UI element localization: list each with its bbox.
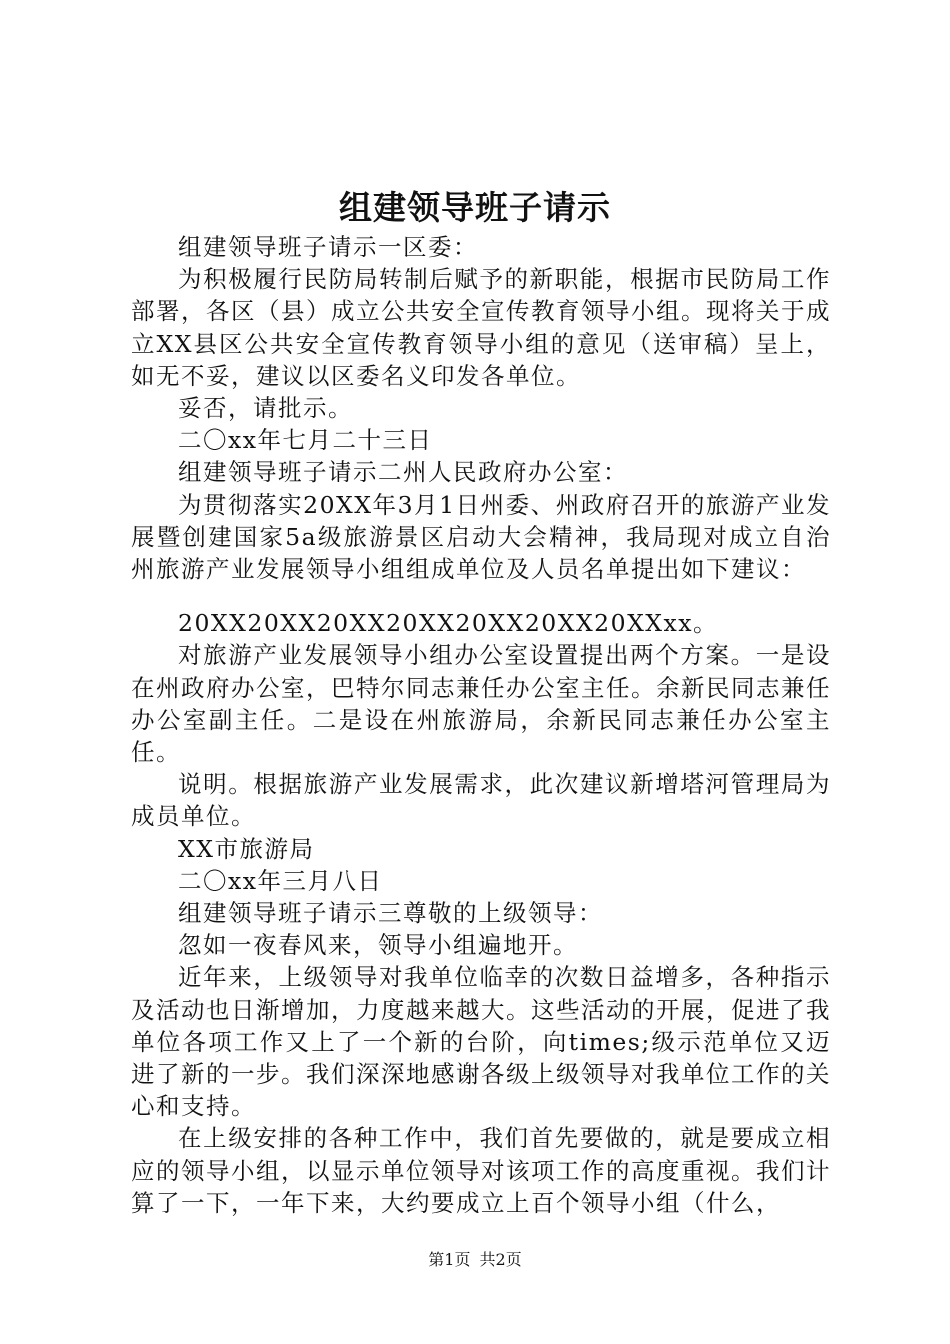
paragraph-body-2: 在上级安排的各种工作中，我们首先要做的，就是要成立相应的领导小组，以显示单位领导对该项工作的高度重视。我们计算了一下，一年下来，大约要成立上百个领导小组（什么， [131, 1124, 831, 1217]
paragraph-salutation-1: 组建领导班子请示一区委： [178, 233, 478, 261]
paragraph-body-1: 近年来，上级领导对我单位临幸的次数日益增多，各种指示及活动也日渐增加，力度越来越大。这些活动的开展，促进了我单位各项工作又上了一个新的台阶，向times;级示范单位又迈进了新的一步。我们深深地感谢各级上级领导对我单位工作的关心和支持。 [131, 963, 831, 1121]
paragraph-request-2: 为贯彻落实20XX年3月1日州委、州政府召开的旅游产业发展暨创建国家5a级旅游景区启动大会精神，我局现对成立自治州旅游产业发展领导小组组成单位及人员名单提出如下建议： [131, 490, 831, 584]
page-total: 共2页 [479, 1250, 522, 1269]
paragraph-office-plan: 对旅游产业发展领导小组办公室设置提出两个方案。一是设在州政府办公室，巴特尔同志兼任办公室主任。余新民同志兼任办公室副主任。二是设在州旅游局，余新民同志兼任办公室主任。 [131, 641, 831, 767]
paragraph-salutation-3: 组建领导班子请示三尊敬的上级领导： [178, 899, 603, 928]
paragraph-year-list: 20XX20XX20XX20XX20XX20XX20XXxx。 [178, 609, 719, 638]
paragraph-opening-line: 忽如一夜春风来，领导小组遍地开。 [178, 931, 578, 960]
paragraph-salutation-2: 组建领导班子请示二州人民政府办公室： [178, 458, 628, 487]
paragraph-signature: XX市旅游局 [178, 834, 315, 863]
paragraph-approval-request: 妥否，请批示。 [178, 394, 353, 423]
paragraph-request-1: 为积极履行民防局转制后赋予的新职能，根据市民防局工作部署，各区（县）成立公共安全宣传教育领导小组。现将关于成立XX县区公共安全宣传教育领导小组的意见（送审稿）呈上，如无不妥，建议以区委名义印发各单位。 [131, 265, 831, 390]
paragraph-date-1: 二〇xx年七月二十三日 [178, 426, 433, 455]
page-footer [0, 1250, 950, 1270]
paragraph-date-2: 二〇xx年三月八日 [178, 866, 383, 895]
document-title: 组建领导班子请示 [339, 188, 611, 227]
page-number: 第1页 [428, 1250, 471, 1269]
paragraph-explanation: 说明。根据旅游产业发展需求，此次建议新增塔河管理局为成员单位。 [131, 770, 831, 831]
document-body [131, 231, 831, 1219]
